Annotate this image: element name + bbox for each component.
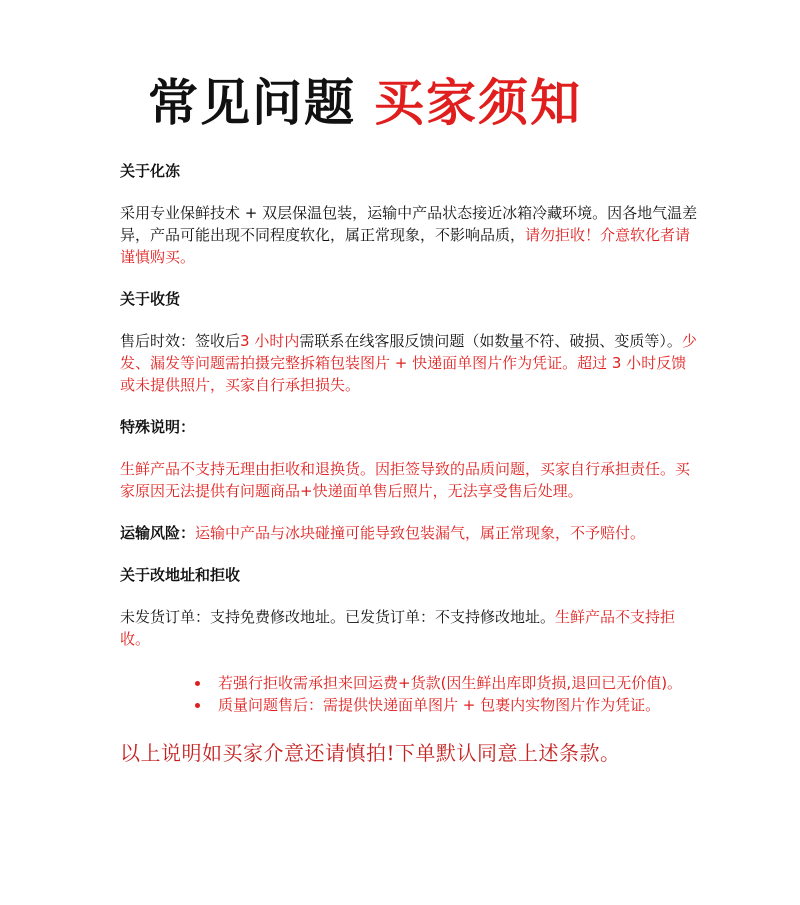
section-heading-thaw: 关于化冻 bbox=[120, 162, 181, 180]
list-item: 质量问题售后：需提供快递面单图片 + 包裹内实物图片作为凭证。 bbox=[218, 694, 700, 716]
section-text-thaw bbox=[120, 202, 700, 268]
address-text-warning: 生鲜产品不支持拒收。 bbox=[120, 608, 676, 648]
receipt-text-c: 需联系在线客服反馈问题（如数量不符、破损、变质等）。 bbox=[299, 332, 682, 350]
address-text-normal: 未发货订单：支持免费修改地址。已发货订单：不支持修改地址。 bbox=[120, 608, 556, 626]
footer-disclaimer: 以上说明如买家介意还请慎拍!下单默认同意上述条款。 bbox=[120, 741, 621, 765]
notice-content bbox=[120, 160, 700, 766]
section-heading-receipt: 关于收货 bbox=[120, 290, 181, 308]
receipt-text-warning: 少发、漏发等问题需拍摄完整拆箱包装图片 + 快递面单图片作为凭证。超过 3 小时反馈或未提供照片，买家自行承担损失。 bbox=[120, 332, 697, 394]
address-bullet-list bbox=[120, 672, 700, 716]
section-transport bbox=[120, 522, 700, 544]
section-heading-special: 特殊说明： bbox=[120, 418, 196, 436]
section-text-address bbox=[120, 606, 700, 650]
title-part-faq: 常见问题 bbox=[148, 74, 356, 132]
page-title bbox=[148, 74, 582, 132]
title-part-buyer-notice: 买家须知 bbox=[374, 74, 582, 132]
receipt-text-a: 售后时效：签收后 bbox=[120, 332, 241, 350]
thaw-text-normal: 采用专业保鲜技术 + 双层保温包装，运输中产品状态接近冰箱冷藏环境。因各地气温差异，产品可能出现不同程度软化，属正常现象，不影响品质， bbox=[120, 204, 698, 244]
list-item: 若强行拒收需承担来回运费+货款(因生鲜出库即货损,退回已无价值)。 bbox=[218, 672, 700, 694]
thaw-text-warning: 请勿拒收！介意软化者请谨慎购买。 bbox=[120, 226, 691, 266]
section-text-receipt bbox=[120, 330, 700, 396]
receipt-text-deadline: 3 小时内 bbox=[240, 332, 300, 350]
transport-text: 运输中产品与冰块碰撞可能导致包装漏气，属正常现象，不予赔付。 bbox=[195, 524, 646, 542]
transport-label: 运输风险： bbox=[120, 524, 196, 542]
section-heading-address: 关于改地址和拒收 bbox=[120, 566, 241, 584]
section-text-special: 生鲜产品不支持无理由拒收和退换货。因拒签导致的品质问题，买家自行承担责任。买家原因无法提供有问题商品+快递面单售后照片，无法享受售后处理。 bbox=[120, 460, 691, 500]
